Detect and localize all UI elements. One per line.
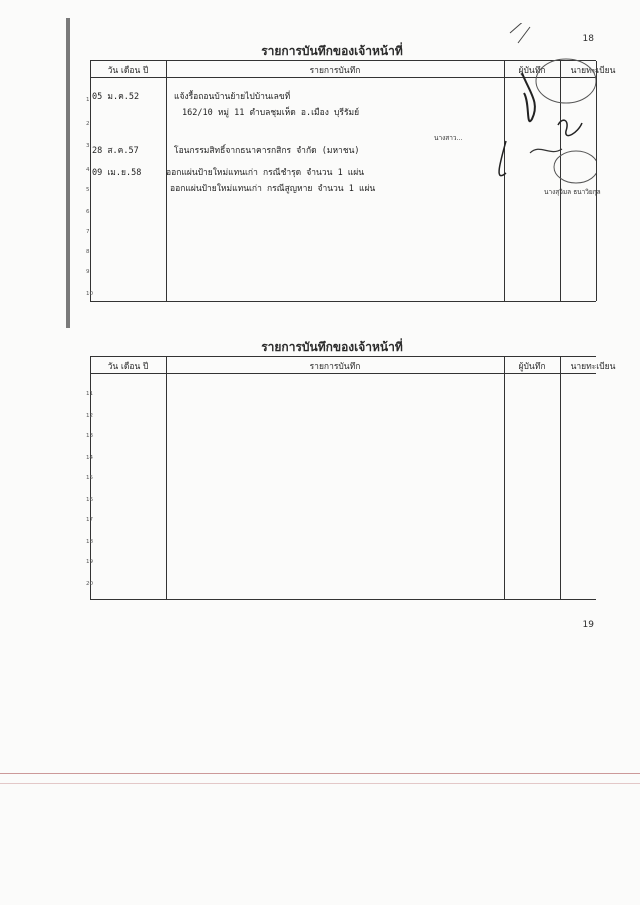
entry-text: แจ้งรื้อถอนบ้านย้ายไปบ้านเลขที่ xyxy=(174,92,291,102)
line-number: 9 xyxy=(86,269,90,275)
entry-text: ออกแผ่นป้ายใหม่แทนเก่า กรณีชำรุด จำนวน 1 แผ่น xyxy=(166,168,365,178)
header-record: รายการบันทึก xyxy=(309,362,361,372)
scan-artifact-line xyxy=(0,783,640,784)
page-number: 18 xyxy=(582,34,594,44)
entry-date: 09 เม.ย.58 xyxy=(92,168,142,178)
line-number: 6 xyxy=(86,209,90,215)
line-number: 8 xyxy=(86,249,90,255)
line-number: 16 xyxy=(86,497,93,503)
line-number: 10 xyxy=(86,291,93,297)
entry-text: โอนกรรมสิทธิ์จากธนาคารกสิกร จำกัด (มหาชน) xyxy=(174,146,360,156)
recorder-signature-label: นางสาว... xyxy=(434,134,463,142)
entry-text: ออกแผ่นป้ายใหม่แทนเก่า กรณีสูญหาย จำนวน 1 แผ่น xyxy=(170,184,376,194)
scan-artifact-line xyxy=(0,773,640,774)
table-header xyxy=(90,357,616,374)
line-number: 18 xyxy=(86,539,93,545)
line-number: 13 xyxy=(86,433,93,439)
entry-date: 05 ม.ค.52 xyxy=(92,92,140,102)
record-page-top xyxy=(64,12,616,328)
header-date: วัน เดือน ปี xyxy=(107,362,149,372)
page-title: รายการบันทึกของเจ้าหน้าที่ xyxy=(261,340,403,354)
header-date: วัน เดือน ปี xyxy=(107,66,149,76)
record-page-bottom xyxy=(64,326,616,648)
entry-date: 28 ส.ค.57 xyxy=(92,146,139,156)
line-number: 19 xyxy=(86,559,93,565)
header-registrar: นายทะเบียน xyxy=(570,66,616,76)
line-number: 2 xyxy=(86,121,90,127)
entry-text: 162/10 หมู่ 11 ตำบลชุมเห็ด อ.เมือง บุรีรัมย์ xyxy=(182,108,360,118)
line-number: 4 xyxy=(86,167,90,173)
header-record: รายการบันทึก xyxy=(309,66,361,76)
registrar-signature-label: นางสุวิมล ธนาวิยกุล xyxy=(544,188,601,196)
header-registrar: นายทะเบียน xyxy=(570,362,616,372)
record-table xyxy=(86,356,616,600)
line-number: 3 xyxy=(86,143,90,149)
line-number: 12 xyxy=(86,413,93,419)
line-number: 1 xyxy=(86,97,90,103)
line-number: 20 xyxy=(86,581,93,587)
header-recorder: ผู้บันทึก xyxy=(518,362,546,372)
line-number: 14 xyxy=(86,455,93,461)
line-number: 17 xyxy=(86,517,93,523)
page-number: 19 xyxy=(582,620,594,630)
line-number: 15 xyxy=(86,475,93,481)
page-title: รายการบันทึกของเจ้าหน้าที่ xyxy=(261,44,403,58)
line-number: 11 xyxy=(86,391,93,397)
line-number: 7 xyxy=(86,229,90,235)
line-number: 5 xyxy=(86,187,90,193)
record-table xyxy=(86,60,616,302)
header-recorder: ผู้บันทึก xyxy=(518,66,546,76)
